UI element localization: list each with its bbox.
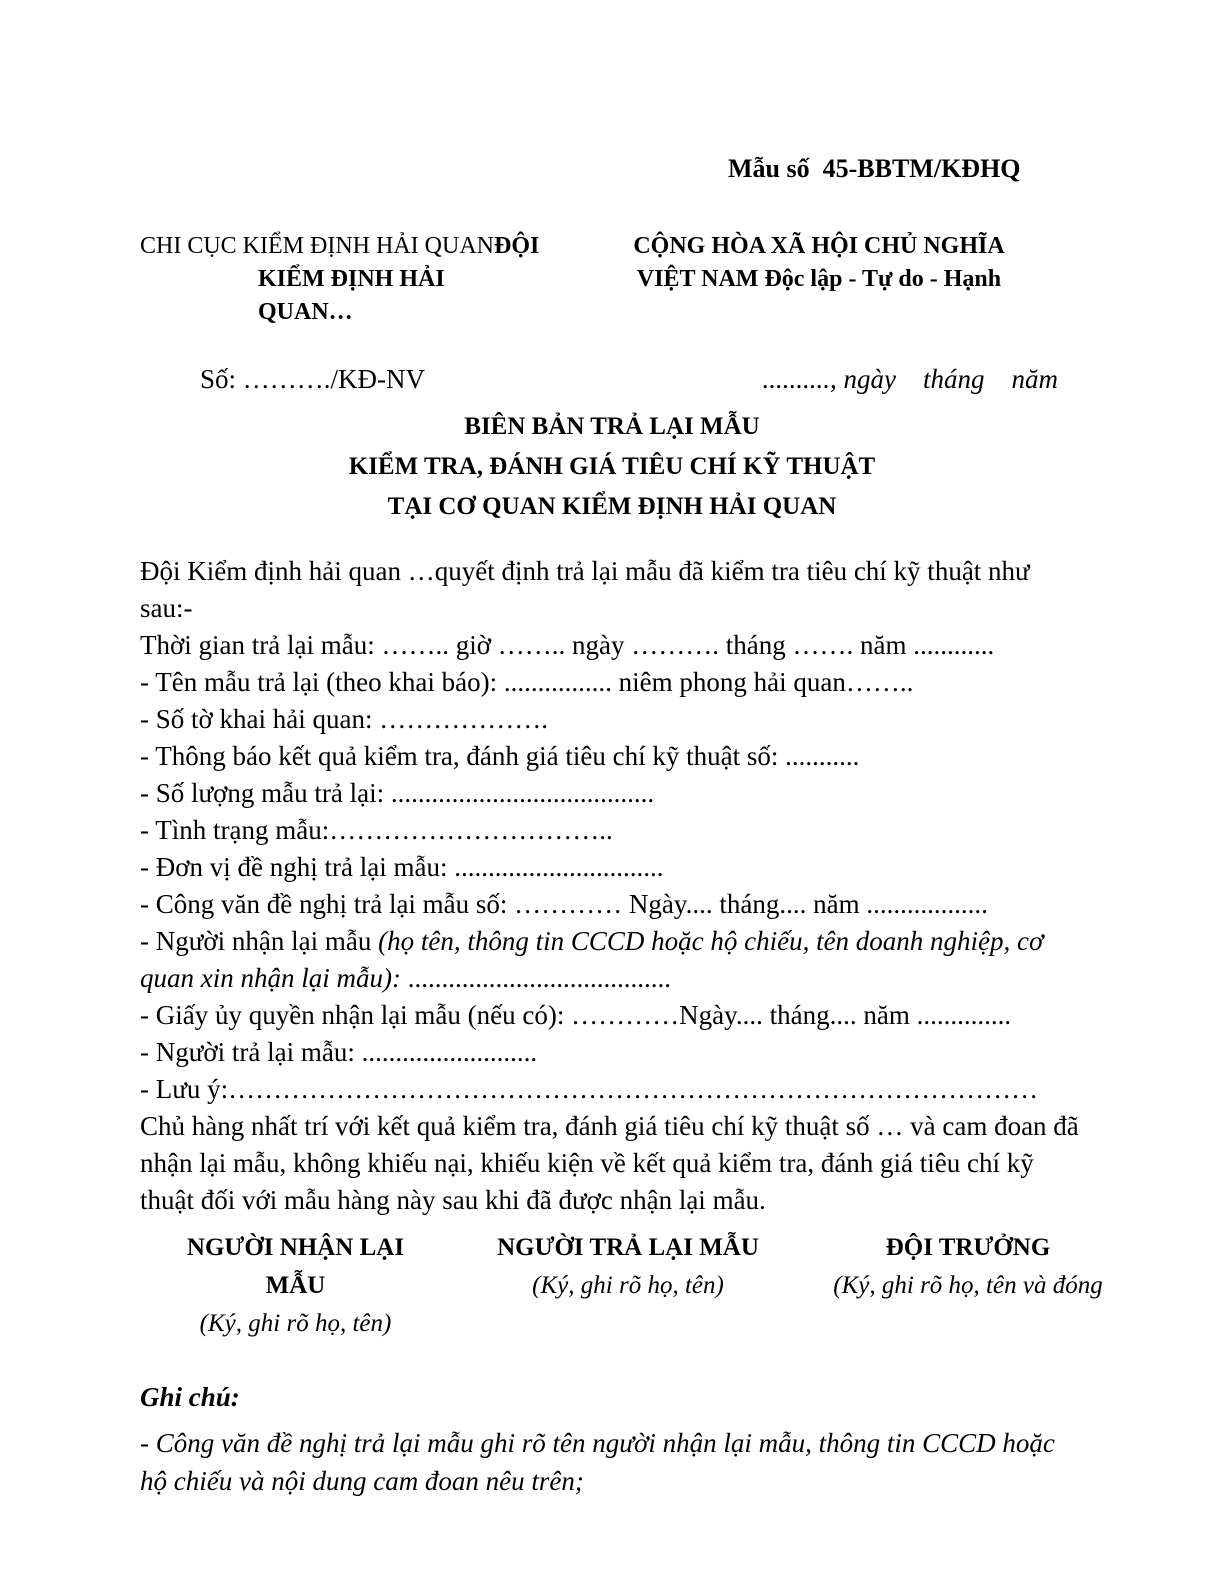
field-request-letter: - Công văn đề nghị trả lại mẫu số: ………… Ngày.... tháng.... năm .................. [140, 889, 988, 919]
commitment-paragraph: Chủ hàng nhất trí với kết quả kiểm tra, đánh giá tiêu chí kỹ thuật số … và cam đoan đã nhận lại mẫu, không khiếu nại, khiếu kiện về kết quả kiểm tra, đánh giá tiêu chí kỹ thuật đối với mẫu hàng này sau khi đã được nhận lại mẫu. [140, 1111, 1079, 1215]
agency-parent-name: CHI CỤC KIỂM ĐỊNH HẢI QUAN [140, 233, 494, 259]
agency-unit-name-start: ĐỘI [493, 233, 540, 259]
field-result-notice-number: - Thông báo kết quả kiểm tra, đánh giá tiêu chí kỹ thuật số: ........... [140, 741, 860, 771]
receiver-label: - Người nhận lại mẫu [140, 926, 379, 956]
date-line: .........., ngày tháng năm [762, 364, 1058, 394]
field-sample-quantity: - Số lượng mẫu trả lại: ....................................... [140, 778, 655, 808]
issuing-agency-block [140, 230, 585, 329]
receiver-dotted-line: ....................................... [407, 963, 671, 993]
field-authorization-letter: - Giấy ủy quyền nhận lại mẫu (nếu có): …………Ngày.... tháng.... năm .............. [140, 1000, 1012, 1030]
signature-block [140, 1229, 1103, 1343]
document-number: Số: ………./KĐ-NV [200, 364, 426, 394]
field-sample-condition: - Tình trạng mẫu:………………………….. [140, 815, 613, 845]
form-number: Mẫu số 45-BBTM/KĐHQ [728, 154, 1021, 183]
signature-col-team-leader [803, 1229, 1133, 1343]
receiver-detail-note: (họ tên, thông tin CCCD hoặc hộ chiếu, tên doanh nghiệp, cơ quan xin nhận lại mẫu): [140, 926, 1044, 993]
agency-name-line-3: QUAN… [258, 299, 353, 325]
field-sample-returner: - Người trả lại mẫu: .......................... [140, 1037, 538, 1067]
motto-line-2: VIỆT NAM Độc lập - Tự do - Hạnh [636, 266, 1002, 292]
title-line-2: KIỂM TRA, ĐÁNH GIÁ TIÊU CHÍ KỸ THUẬT [348, 453, 876, 480]
footnote-text: - Công văn đề nghị trả lại mẫu ghi rõ tên người nhận lại mẫu, thông tin CCCD hoặc hộ chiếu và nội dung cam đoan nêu trên; [140, 1428, 1055, 1496]
intro-line-2: Thời gian trả lại mẫu: …….. giờ …….. ngày ………. tháng ……. năm ............ [140, 630, 995, 660]
signature-title-returner: NGƯỜI TRẢ LẠI MẪU [497, 1234, 759, 1261]
title-line-1: BIÊN BẢN TRẢ LẠI MẪU [464, 413, 760, 440]
agency-name-line-1 [140, 230, 585, 263]
footnote-heading: Ghi chú: [140, 1382, 240, 1412]
document-body [140, 553, 1084, 1219]
field-sample-name: - Tên mẫu trả lại (theo khai báo): ................ niêm phong hải quan…….. [140, 667, 914, 697]
document-title [140, 407, 1084, 527]
signature-note-team-leader: (Ký, ghi rõ họ, tên và đóng [833, 1272, 1103, 1299]
field-sample-receiver [140, 923, 1084, 997]
signature-note-receiver: (Ký, ghi rõ họ, tên) [199, 1310, 392, 1337]
signature-col-receiver [168, 1229, 423, 1343]
intro-paragraph [140, 553, 1084, 664]
motto-line-1: CỘNG HÒA XÃ HỘI CHỦ NGHĨA [633, 233, 1005, 259]
signature-note-returner: (Ký, ghi rõ họ, tên) [532, 1272, 724, 1299]
national-motto-block [613, 230, 1025, 329]
field-requesting-unit: - Đơn vị đề nghị trả lại mẫu: ............................... [140, 852, 664, 882]
document-number-row [140, 361, 1084, 397]
header-row [140, 230, 1084, 329]
intro-line-1: Đội Kiểm định hải quan …quyết định trả lại mẫu đã kiểm tra tiêu chí kỹ thuật như sau:- [140, 556, 1030, 623]
field-declaration-number: - Số tờ khai hải quan: ………………. [140, 704, 548, 734]
signature-title-receiver: NGƯỜI NHẬN LẠI MẪU [186, 1234, 405, 1299]
signature-col-returner [463, 1229, 793, 1343]
field-note: - Lưu ý:……………………………………………………………………………… [140, 1074, 1039, 1104]
title-line-3: TẠI CƠ QUAN KIỂM ĐỊNH HẢI QUAN [387, 493, 837, 520]
signature-title-team-leader: ĐỘI TRƯỞNG [885, 1234, 1051, 1261]
agency-name-line-2: KIỂM ĐỊNH HẢI [258, 266, 445, 292]
